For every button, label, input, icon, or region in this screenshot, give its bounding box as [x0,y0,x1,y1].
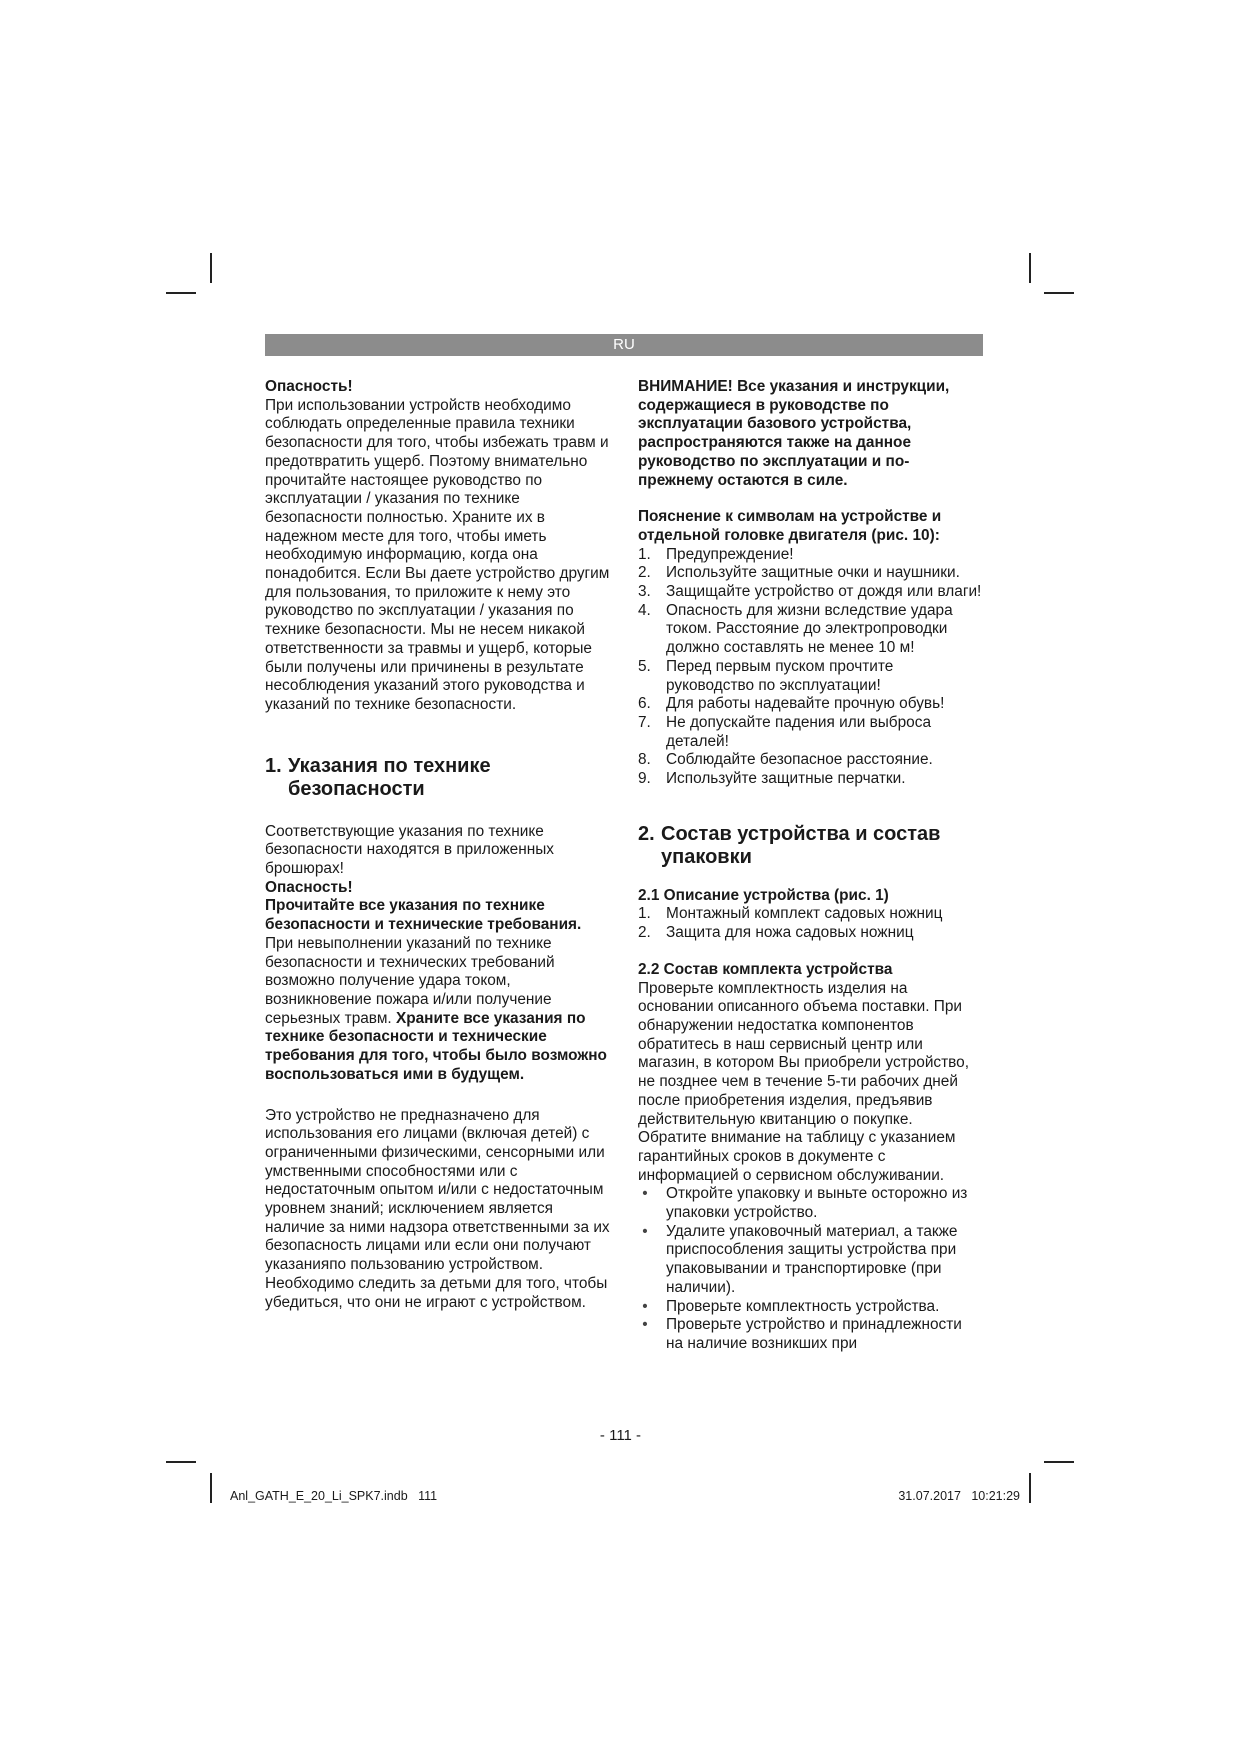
children-paragraph: Это устройство не предназначено для использования его лицами (включая детей) с ограниченными физическими, сенсорными или умственными способностями или с недостаточным опытом и/или с недостаточным уровнем знаний; исключением является наличие за ними надзора ответственными за их безопасность лицами или если они получают указанияпо пользованию устройством. Необходимо следить за детьми для того, чтобы убедиться, что они не играют с устройством. [265,1106,610,1311]
danger-paragraph: При использовании устройств необходимо соблюдать определенные правила техники безопасности для того, чтобы избежать травм и предотвратить ущерб. Поэтому внимательно прочитайте настоящее руководство по эксплуатации / указания по технике безопасности полностью. Храните их в надежном месте для того, чтобы иметь необходимую информацию, когда она понадобится. Если Вы даете устройство другим для пользования, то приложите к нему это руководство по эксплуатации / указания по технике безопасности. Мы не несем никакой ответственности за травмы и ущерб, которые были получены или причинены в результате несоблюдения указаний этого руководства и указаний по технике безопасности. [265,396,610,713]
list-item: 3. Защищайте устройство от дождя или влаги! [638,583,982,601]
subsection-2-2-heading: 2.2 Состав комплекта устройства [638,960,893,978]
footer-datetime: 31.07.2017 10:21:29 [898,1489,1020,1503]
footer-file-name: Anl_GATH_E_20_Li_SPK7.indb 111 [230,1489,438,1503]
section-1-heading [265,755,615,801]
list-item: • Проверьте устройство и принадлежности на наличие возникших при [638,1316,983,1353]
danger-2-text: При невыполнении указаний по технике безопасности и технических требований возможно получение удара током, возникновение пожара и/или получение серьезных травм. [265,934,555,1027]
section-1-title: Указания по технике безопасности [288,754,491,800]
subsection-2-2-paragraph: Проверьте комплектность изделия на основании описанного объема поставки. При обнаружении недостатка компонентов обратитесь в наш сервисный центр или магазин, в котором Вы приобрели устройство, не позднее чем в течение 5-ти рабочих дней после приобретения изделия, предъявив действительную квитанцию о покупке. Обратите внимание на таблицу с указанием гарантийных сроков в документе с информацией о сервисном обслуживании. [638,979,969,1184]
list-item: 1. Монтажный комплект садовых ножниц [638,905,943,923]
crop-mark-bottom-right-horizontal [1044,1461,1074,1463]
crop-mark-bottom-left-horizontal [166,1461,196,1463]
list-item: 1. Предупреждение! [638,545,794,563]
section-2-heading [638,823,983,869]
section-2-title: Состав устройства и состав упаковки [661,822,941,868]
crop-mark-top-left-horizontal [166,292,196,294]
list-item: 2. Защита для ножа садовых ножниц [638,924,914,942]
list-item: 9. Используйте защитные перчатки. [638,770,906,788]
page-number: - 111 - [599,1427,642,1444]
list-item: • Проверьте комплектность устройства. [638,1298,983,1317]
section-2-number: 2. [638,822,655,845]
danger-2-paragraph [265,935,615,1085]
symbols-heading: Пояснение к символам на устройстве и отдельной головке двигателя (рис. 10): [638,508,942,544]
list-item: 7. Не допускайте падения или выброса деталей! [638,713,931,750]
danger-2-keep-instructions: Храните все указания по технике безопасности и технические требования для того, чтобы было возможно воспользоваться ими в будущем. [265,1009,607,1083]
list-item: 4. Опасность для жизни вследствие удара током. Расстояние до электропроводки должно составлять не менее 10 м! [638,601,953,657]
list-item: 6. Для работы надевайте прочную обувь! [638,695,945,713]
danger-2-heading: Опасность! [265,878,353,896]
crop-mark-top-right-horizontal [1044,292,1074,294]
list-item: 8. Соблюдайте безопасное расстояние. [638,751,933,769]
right-column [638,378,983,1354]
list-item: • Удалите упаковочный материал, а также приспособления защиты устройства при упаковывании и транспортировке (при наличии). [638,1223,983,1298]
crop-mark-bottom-right-vertical [1029,1473,1031,1503]
left-column [265,378,615,1312]
bullet-icon: • [642,1185,648,1203]
crop-mark-bottom-left-vertical [210,1473,212,1503]
bullet-icon: • [642,1316,648,1334]
section-1-intro: Соответствующие указания по технике безопасности находятся в приложенных брошюрах! [265,822,554,878]
language-label: RU [613,336,635,353]
danger-2-bold-instruction: Прочитайте все указания по технике безопасности и технические требования. [265,897,582,934]
list-item: • Откройте упаковку и выньте осторожно из упаковки устройство. [638,1185,983,1222]
symbols-list [638,546,983,789]
device-description-list [638,905,983,942]
list-item: 2. Используйте защитные очки и наушники. [638,564,960,582]
subsection-2-1-heading: 2.1 Описание устройства (рис. 1) [638,886,889,904]
danger-heading: Опасность! [265,378,353,395]
language-header-bar [265,334,983,356]
list-item: 5. Перед первым пуском прочтите руководство по эксплуатации! [638,657,894,694]
crop-mark-top-left-vertical [210,253,212,283]
crop-mark-top-right-vertical [1029,253,1031,283]
bullet-icon: • [642,1297,648,1315]
bullet-icon: • [642,1222,648,1240]
section-1-number: 1. [265,754,282,777]
attention-paragraph: ВНИМАНИЕ! Все указания и инструкции, содержащиеся в руководстве по эксплуатации базового устройства, распространяются также на данное руководство по эксплуатации и по-прежнему остаются в силе. [638,378,950,489]
unpacking-steps-list [638,1185,983,1353]
